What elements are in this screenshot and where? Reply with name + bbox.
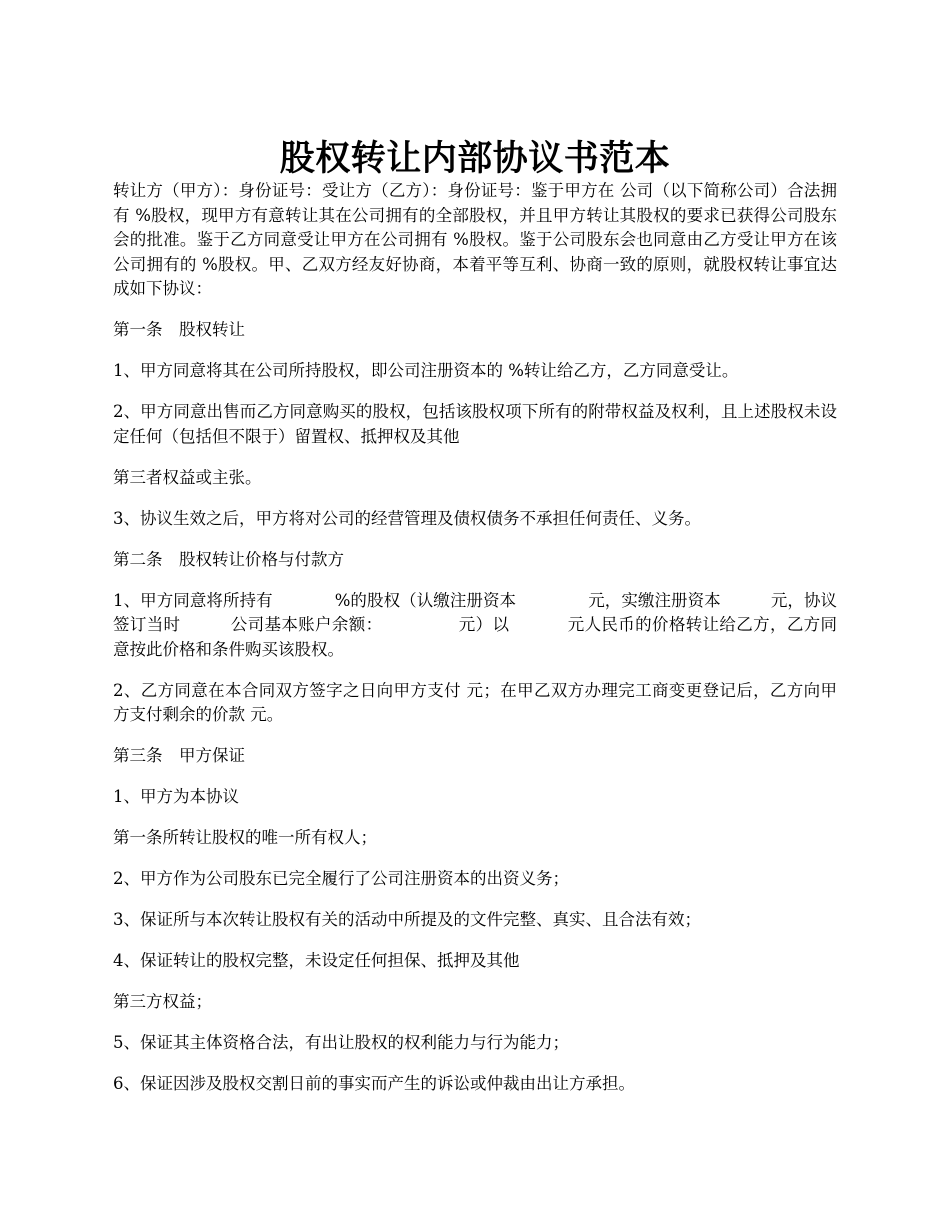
- article3-item4-continuation: 第三方权益；: [113, 992, 212, 1011]
- document-title: 股权转让内部协议书范本: [279, 138, 671, 180]
- article1-item3: 3、协议生效之后，甲方将对公司的经营管理及债权债务不承担任何责任、义务。: [113, 508, 701, 528]
- article2-item1-seg2: %的股权（认缴注册资本: [334, 590, 517, 610]
- article3-item2: 2、甲方作为公司股东已完全履行了公司注册资本的出资义务；: [113, 869, 569, 888]
- article2-heading: 第二条 股权转让价格与付款方: [113, 549, 344, 569]
- article2-item1-seg7: 元人民币的价格转让给乙方，乙方同意按此价格和条件购买该股权。: [113, 615, 838, 659]
- article2-item2: 2、乙方同意在本合同双方签字之日向甲方支付 元；在甲乙双方办理完工商变更登记后，乙方向甲方支付剩余的价款 元。: [113, 680, 837, 724]
- article2-item1: [113, 589, 837, 663]
- article2-item1-seg5: 公司基本账户余额：: [230, 615, 383, 634]
- article3-heading: 第三条 甲方保证: [113, 746, 245, 765]
- article1-heading: 第一条 股权转让: [113, 320, 245, 339]
- article1-item1: 1、甲方同意将其在公司所持股权，即公司注册资本的 %转让给乙方，乙方同意受让。: [113, 361, 739, 380]
- article3-item1: 1、甲方为本协议: [113, 787, 239, 806]
- article2-item1-seg6: 元）以: [458, 615, 510, 634]
- article2-item1-seg3: 元，实缴注册资本: [588, 590, 721, 610]
- article1-item2-continuation: 第三者权益或主张。: [113, 467, 262, 487]
- article1-item2: 2、甲方同意出售而乙方同意购买的股权，包括该股权项下所有的附带权益及权利，且上述股权未设定任何（包括但不限于）留置权、抵押权及其他: [113, 402, 837, 446]
- intro-paragraph: 转让方（甲方）：身份证号：受让方（乙方）：身份证号：鉴于甲方在 公司（以下简称公司）合法拥有 %股权，现甲方有意转让其在公司拥有的全部股权，并且甲方转让其股权的要求已获得公司股东会的批准。鉴于乙方同意受让甲方在公司拥有 %股权。鉴于公司股东会也同意由乙方受让甲方在该公司拥有的 %股权。甲、乙双方经友好协商，本着平等互利、协商一致的原则，就股权转让事宜达成如下协议：: [113, 181, 837, 298]
- article3-item5: 5、保证其主体资格合法，有出让股权的权利能力与行为能力；: [113, 1033, 569, 1052]
- article3-item6: 6、保证因涉及股权交割日前的事实而产生的诉讼或仲裁由出让方承担。: [113, 1074, 635, 1093]
- document-body: [113, 179, 837, 1113]
- article2-item1-seg4: 元，协议签订当时: [113, 590, 838, 634]
- article2-item1-seg1: 1、甲方同意将所持有: [113, 590, 273, 610]
- article3-item4: 4、保证转让的股权完整，未设定任何担保、抵押及其他: [113, 951, 520, 970]
- article3-item3: 3、保证所与本次转让股权有关的活动中所提及的文件完整、真实、且合法有效；: [113, 910, 701, 929]
- article3-item1-continuation: 第一条所转让股权的唯一所有权人；: [113, 828, 377, 847]
